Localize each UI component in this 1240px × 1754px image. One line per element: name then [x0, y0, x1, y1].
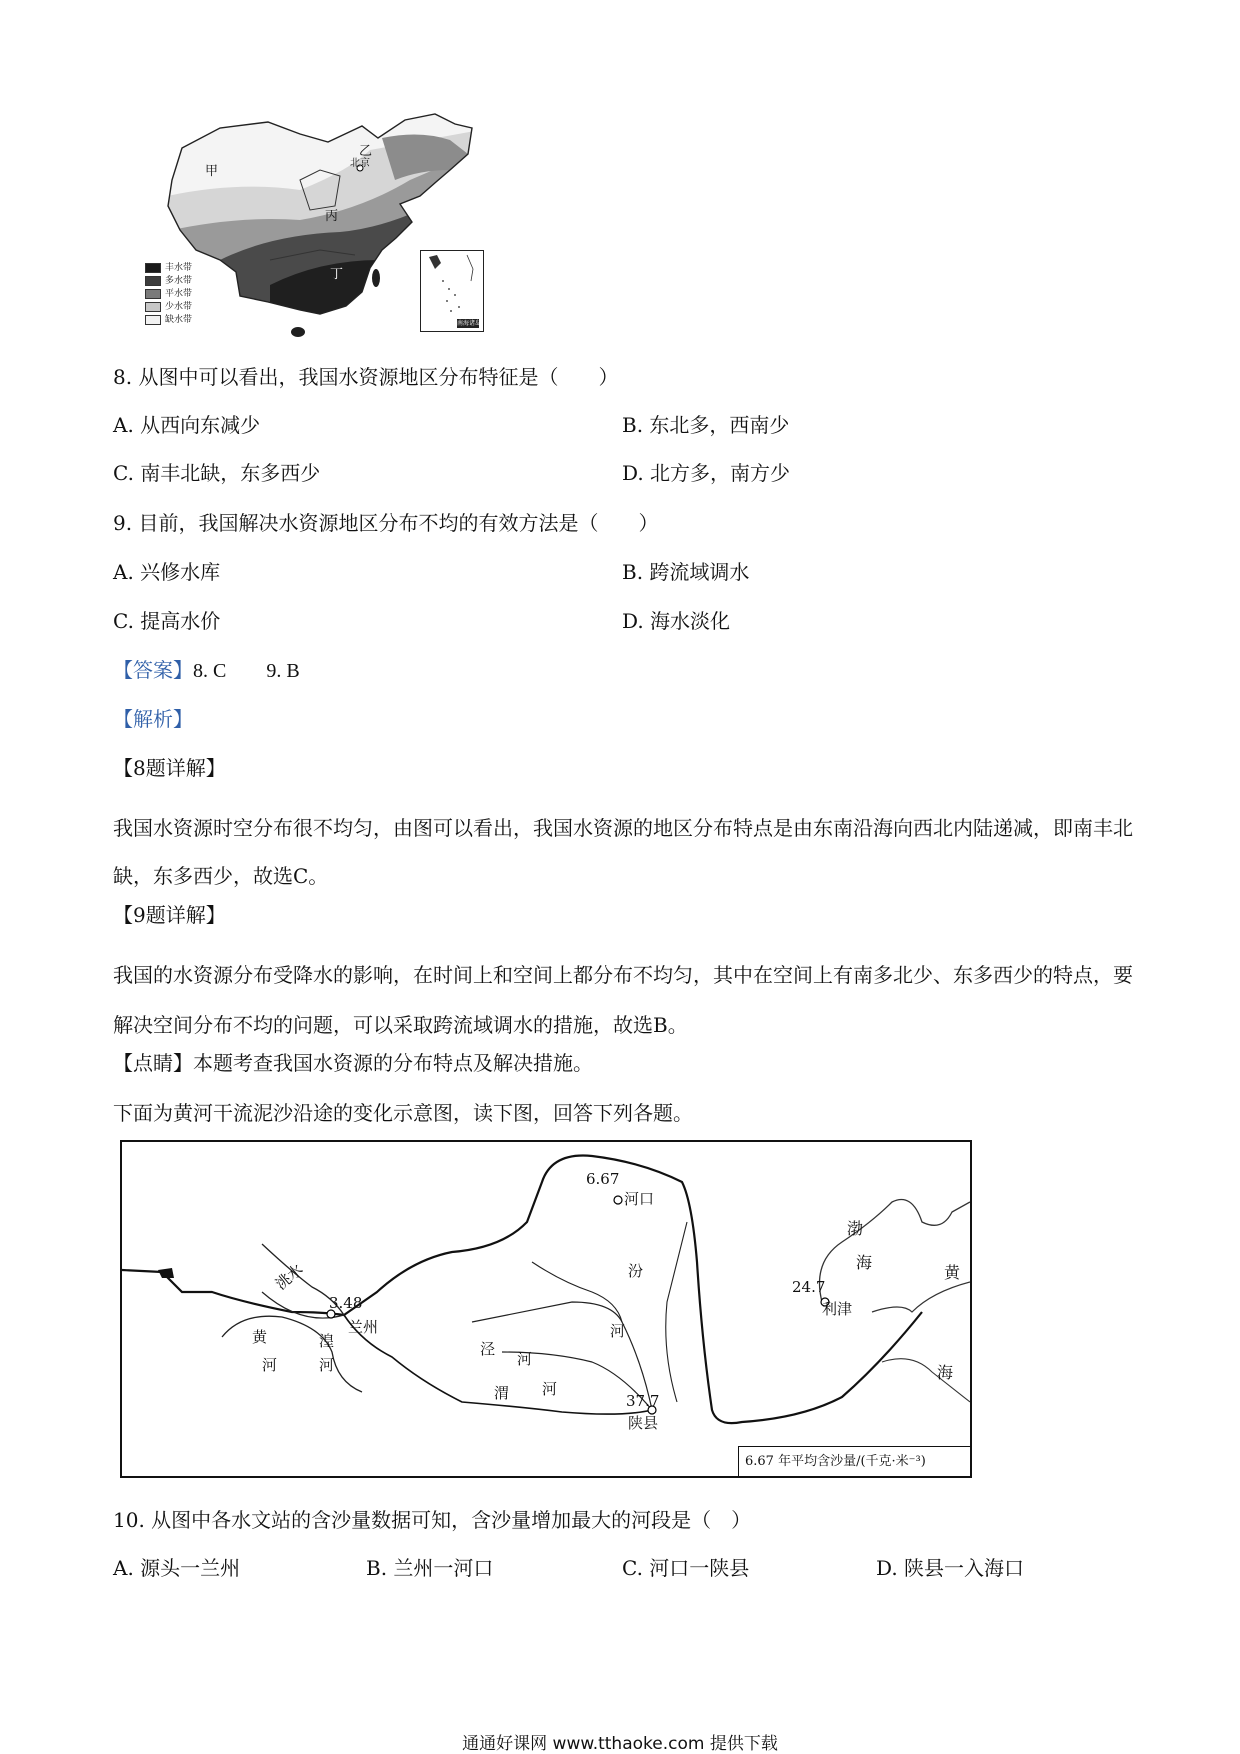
- q8-option-c: C. 南丰北缺，东多西少: [113, 461, 321, 485]
- river-fen-2: 河: [610, 1322, 626, 1340]
- river-jing-2: 河: [517, 1350, 533, 1368]
- station-lanzhou: 兰州: [348, 1318, 379, 1336]
- q8-option-a: A. 从西向东减少: [113, 413, 261, 437]
- legend-swatch: [145, 276, 161, 286]
- q10-option-b: B. 兰州一河口: [366, 1556, 494, 1580]
- q9-option-d: D. 海水淡化: [622, 609, 731, 633]
- page-footer: 通通好课网 www.tthaoke.com 提供下载: [462, 1734, 778, 1754]
- legend-row: 多水带: [145, 275, 192, 288]
- q8-option-d: D. 北方多，南方少: [622, 461, 791, 485]
- detail8-tag: 【8题详解】: [113, 756, 226, 780]
- china-water-map: [150, 110, 490, 340]
- q10-option-d: D. 陕县一入海口: [876, 1556, 1025, 1580]
- q10-option-c: C. 河口一陕县: [622, 1556, 750, 1580]
- legend-swatch: [145, 315, 161, 325]
- q10-option-a: A. 源头一兰州: [113, 1556, 241, 1580]
- q9-stem: 9. 目前，我国解决水资源地区分布不均的有效方法是（ ）: [113, 511, 659, 535]
- answer-line: [113, 655, 300, 686]
- answer-tag: 【答案】: [113, 658, 193, 682]
- comment-tag: 【点睛】: [113, 1051, 193, 1075]
- river-jing-1: 泾: [480, 1340, 496, 1358]
- answer-value: 8. C 9. B: [193, 660, 300, 682]
- region-yi: 乙: [359, 144, 373, 159]
- legend-swatch: [145, 302, 161, 312]
- river-huangshui-1: 湟: [319, 1332, 335, 1350]
- river-huangshui-2: 河: [319, 1356, 335, 1374]
- legend-row: 丰水带: [145, 262, 192, 275]
- legend-row: 少水带: [145, 301, 192, 314]
- station-hekou: 河口: [624, 1190, 655, 1208]
- map1-legend: [145, 262, 192, 327]
- legend-swatch: [145, 289, 161, 299]
- analysis-tag: 【解析】: [113, 707, 193, 731]
- q9-option-c: C. 提高水价: [113, 609, 221, 633]
- q8-stem: 8. 从图中可以看出，我国水资源地区分布特征是（ ）: [113, 365, 619, 389]
- sea-huanghai-1: 黄: [944, 1263, 961, 1282]
- detail9-tag: 【9题详解】: [113, 903, 226, 927]
- station-lijin: 利津: [822, 1300, 853, 1318]
- river-huang-1: 黄: [252, 1328, 268, 1346]
- station-lanzhou-value: 3.48: [329, 1294, 363, 1312]
- yellow-river-map: [120, 1140, 972, 1478]
- q9-option-b: B. 跨流域调水: [622, 560, 750, 584]
- station-lijin-value: 24.7: [792, 1278, 826, 1296]
- detail8-text: 我国水资源时空分布很不均匀，由图可以看出，我国水资源的地区分布特点是由东南沿海向西北内陆递减，即南丰北缺，东多西少，故选C。: [113, 816, 1133, 888]
- river-wei-2: 河: [542, 1380, 558, 1398]
- q10-stem: 10. 从图中各水文站的含沙量数据可知，含沙量增加最大的河段是（ ）: [113, 1508, 752, 1532]
- q9-option-a: A. 兴修水库: [113, 560, 221, 584]
- river-wei-1: 渭: [494, 1384, 510, 1402]
- station-hekou-value: 6.67: [586, 1170, 620, 1188]
- comment-text: 本题考查我国水资源的分布特点及解决措施。: [193, 1051, 593, 1075]
- south-sea-inset: [420, 250, 484, 332]
- station-shanxian: 陕县: [628, 1414, 659, 1432]
- detail9-text: 我国的水资源分布受降水的影响，在时间上和空间上都分布不均匀，其中在空间上有南多北少、东多西少的特点，要解决空间分布不均的问题，可以采取跨流域调水的措施，故选B。: [113, 963, 1133, 1037]
- legend-swatch: [145, 263, 161, 273]
- region-jia: 甲: [205, 164, 219, 179]
- river-huang-2: 河: [262, 1356, 278, 1374]
- sea-bohai-2: 海: [856, 1253, 873, 1272]
- legend-row: 平水带: [145, 288, 192, 301]
- inset-label: 南海诸岛: [457, 320, 482, 327]
- station-shanxian-value: 37.7: [626, 1392, 660, 1410]
- map2-legend: 6.67 年平均含沙量/(千克·米⁻³): [738, 1446, 970, 1476]
- q8-option-b: B. 东北多，西南少: [622, 413, 790, 437]
- region-bing: 丙: [325, 209, 339, 224]
- sea-bohai-1: 渤: [847, 1219, 864, 1238]
- region-ding: 丁: [330, 267, 344, 282]
- river-fen-1: 汾: [628, 1262, 644, 1280]
- river-tao: 洮水: [272, 1260, 307, 1294]
- intro-text: 下面为黄河干流泥沙沿途的变化示意图，读下图，回答下列各题。: [113, 1101, 693, 1125]
- legend-row: 缺水带: [145, 314, 192, 327]
- sea-huanghai-2: 海: [937, 1363, 954, 1382]
- comment-line: [113, 1048, 593, 1078]
- city-beijing: 北京: [350, 158, 370, 169]
